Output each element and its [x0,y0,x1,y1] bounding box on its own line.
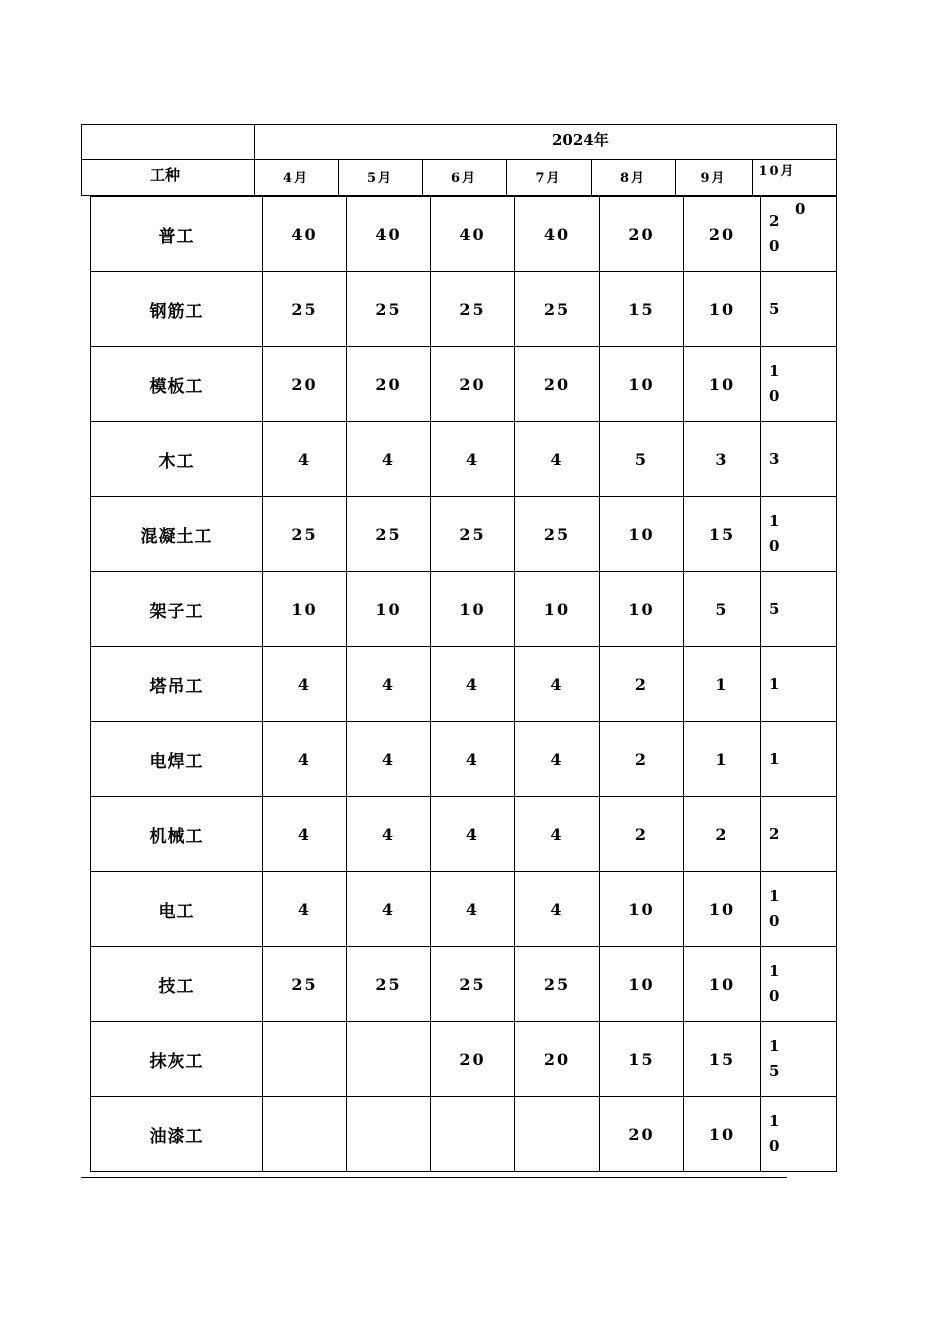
value-cell: 3 [684,422,761,497]
value-cell: 10 [684,1097,761,1172]
value-text: 15 [769,1037,780,1080]
table-row [91,347,837,422]
value-cell: 4 [431,422,515,497]
value-text: 10 [769,512,780,555]
value-cell: 2 [600,647,684,722]
table-row [91,797,837,872]
value-cell: 25 [515,947,600,1022]
value-cell: 10 [600,872,684,947]
value-cell [761,1097,837,1172]
value-cell: 15 [684,1022,761,1097]
value-cell: 4 [431,872,515,947]
value-cell: 20 [600,1097,684,1172]
header-divider [82,159,836,160]
value-cell [263,1022,347,1097]
value-cell: 1 [684,647,761,722]
value-cell: 15 [600,272,684,347]
value-cell: 10 [684,272,761,347]
value-cell: 15 [600,1022,684,1097]
value-cell: 40 [263,197,347,272]
value-cell: 4 [347,872,431,947]
month-header: 9月 [700,171,727,186]
value-cell: 4 [431,722,515,797]
labor-table [90,196,837,1172]
value-cell [761,872,837,947]
value-cell: 40 [431,197,515,272]
value-cell: 4 [347,722,431,797]
value-cell [515,1097,600,1172]
value-text: 10 [769,362,780,405]
value-cell: 10 [600,572,684,647]
value-cell: 5 [600,422,684,497]
value-cell: 1 [684,722,761,797]
value-text: 10 [769,1112,780,1155]
value-cell: 40 [347,197,431,272]
value-cell [761,572,837,647]
table-row [91,497,837,572]
value-cell: 2 [600,722,684,797]
value-cell: 20 [347,347,431,422]
worker-type-cell: 木工 [91,422,263,497]
value-cell: 4 [515,722,600,797]
value-cell: 10 [600,347,684,422]
worker-type-cell: 普工 [91,197,263,272]
value-text: 5 [769,599,780,618]
value-text: 1 [769,674,780,693]
value-cell: 20 [431,1022,515,1097]
value-cell: 20 [684,197,761,272]
value-cell: 10 [431,572,515,647]
worker-type-cell: 抹灰工 [91,1022,263,1097]
worker-type-cell: 塔吊工 [91,647,263,722]
month-header: 8月 [619,171,647,186]
value-cell: 2 [600,797,684,872]
value-cell: 20 [515,347,600,422]
value-cell: 25 [347,947,431,1022]
value-cell [347,1097,431,1172]
value-cell: 20 [600,197,684,272]
value-cell: 10 [600,947,684,1022]
value-text: 5 [769,299,780,318]
table-row [91,1022,837,1097]
value-cell: 4 [515,872,600,947]
value-cell: 4 [431,647,515,722]
value-text: 2 [769,824,780,843]
table-row [91,872,837,947]
value-cell: 10 [600,497,684,572]
worker-type-cell: 电焊工 [91,722,263,797]
value-cell: 4 [431,797,515,872]
bottom-rule [81,1177,787,1178]
value-cell [761,1022,837,1097]
value-cell: 25 [263,497,347,572]
value-cell: 4 [263,797,347,872]
value-cell: 4 [515,647,600,722]
value-cell: 4 [347,422,431,497]
month-header: 6月 [450,171,478,186]
value-cell [761,422,837,497]
value-cell [761,722,837,797]
month-header: 4月 [282,171,310,186]
worker-type-cell: 混凝土工 [91,497,263,572]
worker-type-label: 工种 [150,166,181,184]
value-cell: 4 [263,872,347,947]
year-label: 2024年 [552,131,609,149]
value-cell: 10 [347,572,431,647]
value-cell: 4 [263,422,347,497]
worker-type-cell: 电工 [91,872,263,947]
table-row [91,1097,837,1172]
value-cell: 10 [684,947,761,1022]
value-cell: 40 [515,197,600,272]
value-cell [761,647,837,722]
worker-type-cell: 油漆工 [91,1097,263,1172]
value-cell: 10 [684,347,761,422]
worker-type-cell: 钢筋工 [91,272,263,347]
value-cell: 25 [515,272,600,347]
table-row [91,272,837,347]
value-cell: 25 [263,947,347,1022]
value-cell: 25 [347,272,431,347]
value-cell: 20 [263,347,347,422]
value-cell: 20 [515,1022,600,1097]
value-cell [761,797,837,872]
month-header: 10月 [758,164,796,179]
value-cell: 10 [515,572,600,647]
value-cell: 10 [263,572,347,647]
value-cell: 25 [263,272,347,347]
value-cell: 25 [431,272,515,347]
value-cell [761,272,837,347]
value-cell: 25 [347,497,431,572]
table-row [91,722,837,797]
worker-type-cell: 技工 [91,947,263,1022]
value-text: 10 [769,962,780,1005]
table-row [91,572,837,647]
value-cell [263,1097,347,1172]
value-text: 3 [769,449,780,468]
value-cell: 4 [515,797,600,872]
value-cell: 20 [431,347,515,422]
table-row [91,422,837,497]
value-cell: 2 [684,797,761,872]
value-cell [431,1097,515,1172]
table-row [91,197,837,272]
value-cell [761,347,837,422]
month-header: 7月 [535,171,562,186]
table-row [91,647,837,722]
value-cell: 15 [684,497,761,572]
value-cell: 5 [684,572,761,647]
table-row [91,947,837,1022]
value-cell: 4 [263,647,347,722]
worker-type-cell: 机械工 [91,797,263,872]
value-cell: 4 [347,647,431,722]
value-text: 10 [769,887,780,930]
value-cell [761,497,837,572]
value-cell: 10 [684,872,761,947]
month-header: 5月 [366,171,394,186]
value-cell: 4 [263,722,347,797]
value-cell: 4 [515,422,600,497]
value-cell: 4 [347,797,431,872]
value-text: 1 [769,749,780,768]
value-cell [347,1022,431,1097]
stray-digit: 0 [795,200,806,218]
value-cell: 25 [515,497,600,572]
worker-type-cell: 架子工 [91,572,263,647]
worker-type-cell: 模板工 [91,347,263,422]
value-text: 20 [769,212,780,255]
value-cell: 25 [431,497,515,572]
value-cell: 25 [431,947,515,1022]
value-cell [761,947,837,1022]
table-header [81,124,837,196]
